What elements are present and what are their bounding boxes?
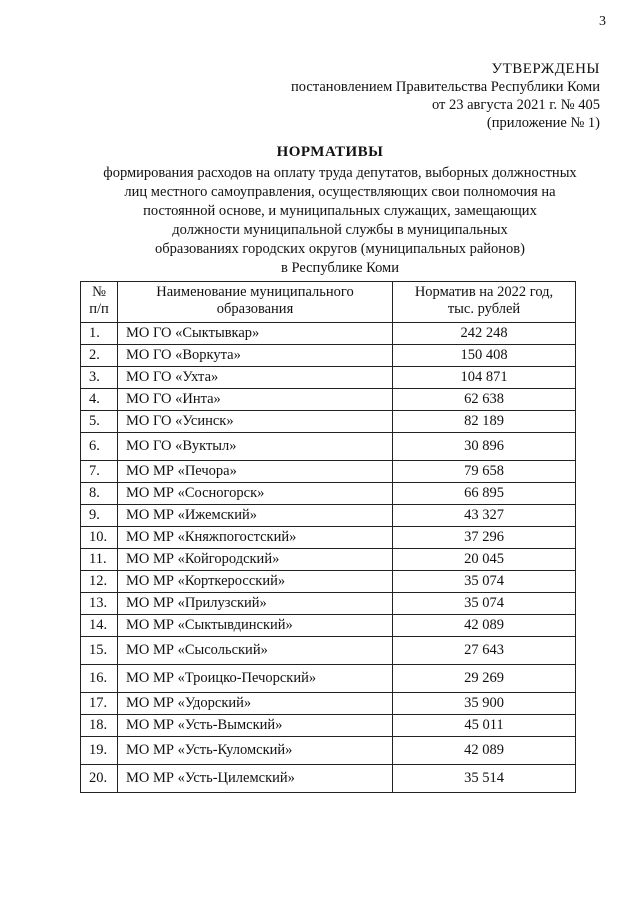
- header-name-line-2: образования: [216, 301, 294, 317]
- table-row: [81, 615, 576, 637]
- row-value: 35 074: [393, 593, 576, 615]
- approval-heading: УТВЕРЖДЕНЫ: [491, 61, 600, 77]
- header-value-line-1: Норматив на 2022 год,: [414, 284, 554, 300]
- row-name: МО МР «Усть-Куломский»: [118, 737, 393, 765]
- table-row: [81, 527, 576, 549]
- table-row: [81, 637, 576, 665]
- row-num: 2.: [81, 345, 118, 367]
- header-num-line-1: №: [92, 284, 106, 300]
- row-value: 27 643: [393, 637, 576, 665]
- row-name: МО МР «Сысольский»: [118, 637, 393, 665]
- table-row: [81, 367, 576, 389]
- row-name: МО МР «Усть-Цилемский»: [118, 765, 393, 793]
- row-num: 19.: [81, 737, 118, 765]
- header-name-line-1: Наименование муниципального: [156, 284, 354, 300]
- page-number: 3: [599, 14, 606, 29]
- row-num: 9.: [81, 505, 118, 527]
- row-num: 17.: [81, 693, 118, 715]
- row-value: 42 089: [393, 737, 576, 765]
- table-row: [81, 345, 576, 367]
- table-row: [81, 389, 576, 411]
- row-name: МО МР «Печора»: [118, 461, 393, 483]
- table-header-row: [81, 282, 576, 323]
- row-name: МО МР «Сосногорск»: [118, 483, 393, 505]
- row-value: 35 900: [393, 693, 576, 715]
- table-row: [81, 505, 576, 527]
- document-title: НОРМАТИВЫ: [276, 144, 384, 160]
- row-num: 20.: [81, 765, 118, 793]
- row-value: 242 248: [393, 323, 576, 345]
- row-value: 79 658: [393, 461, 576, 483]
- row-value: 20 045: [393, 549, 576, 571]
- row-value: 35 514: [393, 765, 576, 793]
- row-value: 35 074: [393, 571, 576, 593]
- row-value: 150 408: [393, 345, 576, 367]
- table-row: [81, 765, 576, 793]
- table-row: [81, 593, 576, 615]
- header-name: [118, 282, 393, 323]
- row-value: 37 296: [393, 527, 576, 549]
- row-num: 14.: [81, 615, 118, 637]
- row-num: 16.: [81, 665, 118, 693]
- table-row: [81, 737, 576, 765]
- row-name: МО ГО «Инта»: [118, 389, 393, 411]
- table-row: [81, 461, 576, 483]
- row-name: МО ГО «Сыктывкар»: [118, 323, 393, 345]
- row-value: 43 327: [393, 505, 576, 527]
- row-name: МО МР «Койгородский»: [118, 549, 393, 571]
- row-name: МО ГО «Воркута»: [118, 345, 393, 367]
- table-row: [81, 715, 576, 737]
- approval-line-3: (приложение № 1): [486, 115, 600, 131]
- row-num: 10.: [81, 527, 118, 549]
- row-num: 6.: [81, 433, 118, 461]
- document-subtitle: [80, 164, 600, 278]
- row-num: 8.: [81, 483, 118, 505]
- row-num: 4.: [81, 389, 118, 411]
- header-num-line-2: п/п: [89, 301, 109, 317]
- table-row: [81, 483, 576, 505]
- row-name: МО МР «Удорский»: [118, 693, 393, 715]
- table-row: [81, 665, 576, 693]
- header-value: [393, 282, 576, 323]
- row-num: 15.: [81, 637, 118, 665]
- table-row: [81, 549, 576, 571]
- subtitle-line: в Республике Коми: [280, 260, 399, 276]
- norms-table: [80, 281, 576, 793]
- approval-stamp: [291, 60, 600, 132]
- row-num: 11.: [81, 549, 118, 571]
- header-num: [81, 282, 118, 323]
- row-num: 12.: [81, 571, 118, 593]
- table-row: [81, 571, 576, 593]
- table-row: [81, 693, 576, 715]
- row-name: МО ГО «Ухта»: [118, 367, 393, 389]
- row-num: 5.: [81, 411, 118, 433]
- row-name: МО МР «Сыктывдинский»: [118, 615, 393, 637]
- row-value: 30 896: [393, 433, 576, 461]
- row-name: МО МР «Усть-Вымский»: [118, 715, 393, 737]
- row-value: 66 895: [393, 483, 576, 505]
- row-value: 82 189: [393, 411, 576, 433]
- row-value: 104 871: [393, 367, 576, 389]
- approval-line-1: постановлением Правительства Республики Коми: [291, 79, 600, 95]
- row-num: 18.: [81, 715, 118, 737]
- subtitle-line: постоянной основе, и муниципальных служащих, замещающих: [143, 203, 537, 219]
- subtitle-line: лиц местного самоуправления, осуществляющих свои полномочия на: [124, 184, 556, 200]
- subtitle-line: формирования расходов на оплату труда депутатов, выборных должностных: [103, 165, 577, 181]
- subtitle-line: образованиях городских округов (муниципальных районов): [155, 241, 525, 257]
- table-row: [81, 323, 576, 345]
- row-num: 1.: [81, 323, 118, 345]
- row-name: МО ГО «Вуктыл»: [118, 433, 393, 461]
- row-name: МО ГО «Усинск»: [118, 411, 393, 433]
- row-num: 13.: [81, 593, 118, 615]
- subtitle-line: должности муниципальной службы в муниципальных: [172, 222, 508, 238]
- row-name: МО МР «Ижемский»: [118, 505, 393, 527]
- row-value: 29 269: [393, 665, 576, 693]
- row-name: МО МР «Троицко-Печорский»: [118, 665, 393, 693]
- table-row: [81, 433, 576, 461]
- row-name: МО МР «Княжпогостский»: [118, 527, 393, 549]
- row-name: МО МР «Корткеросский»: [118, 571, 393, 593]
- row-num: 7.: [81, 461, 118, 483]
- header-value-line-2: тыс. рублей: [447, 301, 521, 317]
- row-value: 45 011: [393, 715, 576, 737]
- row-value: 62 638: [393, 389, 576, 411]
- approval-line-2: от 23 августа 2021 г. № 405: [431, 97, 600, 113]
- row-name: МО МР «Прилузский»: [118, 593, 393, 615]
- row-num: 3.: [81, 367, 118, 389]
- row-value: 42 089: [393, 615, 576, 637]
- table-row: [81, 411, 576, 433]
